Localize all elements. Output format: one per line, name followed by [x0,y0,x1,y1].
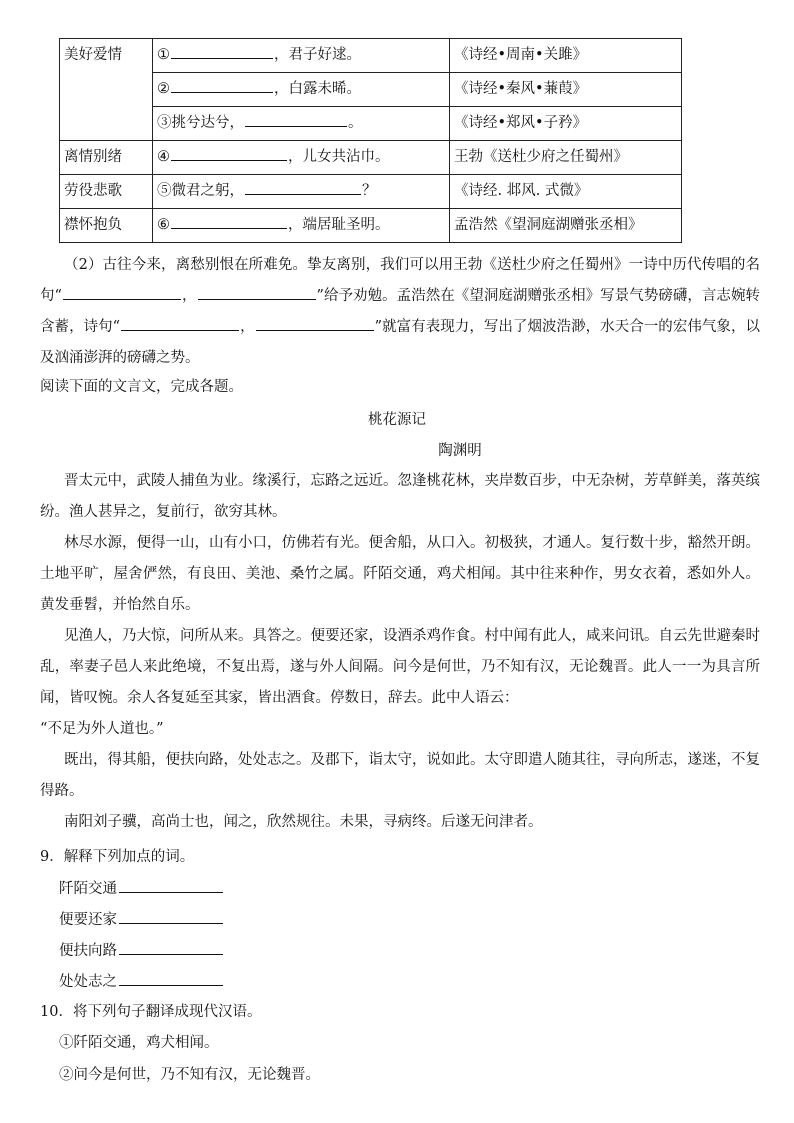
question-9-stem: 9．解释下列加点的词。 [40,849,195,865]
passage-paragraph: 见渔人，乃大惊，问所从来。具答之。便要还家，设酒杀鸡作食。村中闻有此人，咸来问讯。自云先世避秦时乱，率妻子邑人来此绝境，不复出焉，遂与外人间隔。问今是何世，乃不知有汉，无论魏晋。此人一一为具言所闻，皆叹惋。余人各复延至其家，皆出酒食。停数日，辞去。此中人语云： [40,628,760,706]
answer-blank[interactable] [119,971,223,986]
q9-item: 阡陌交通 [59,878,223,899]
table-row [60,39,682,73]
verse-suffix: ，儿女共沾巾。 [288,149,390,165]
verse-suffix: ，端居耻圣明。 [288,217,390,233]
item-number: ④ [157,149,170,165]
table-row [60,175,682,209]
theme-cell: 离情别绪 [60,141,153,175]
verse-cell [153,73,450,107]
answer-blank[interactable] [171,146,287,161]
question-2-paragraph: （2）古往今来，离愁别恨在所难免。挚友离别，我们可以用王勃《送杜少府之任蜀州》一诗中历代传唱的名句“ ， ”给予劝勉。孟浩然在《望洞庭湖赠张丞相》写景气势磅礴，言志婉转含蓄，诗句“ ， ”就富有表现力，写出了烟波浩渺，水天合一的宏伟气象，以及汹涌澎湃的磅礴之势。 [40,257,760,366]
source-cell: 孟浩然《望洞庭湖赠张丞相》 [450,209,682,243]
table-row [60,209,682,243]
verse-cell [153,209,450,243]
passage-paragraph: 既出，得其船，便扶向路，处处志之。及郡下，诣太守，说如此。太守即遣人随其往，寻向所志，遂迷，不复得路。 [40,752,760,799]
passage-paragraph: 南阳刘子骥，高尚士也，闻之，欣然规往。未果，寻病终。后遂无问津者。 [64,814,543,830]
verse-cell [153,141,450,175]
passage-paragraph: 晋太元中，武陵人捕鱼为业。缘溪行，忘路之远近。忽逢桃花林，夹岸数百步，中无杂树，芳草鲜美，落英缤纷。渔人甚异之，复前行，欲穷其林。 [40,473,760,520]
q9-item: 便要还家 [59,909,223,930]
source-cell: 《诗经•秦风•蒹葭》 [450,73,682,107]
passage-paragraph: 林尽水源，便得一山，山有小口，仿佛若有光。便舍船，从口入。初极狭，才通人。复行数十步，豁然开朗。土地平旷，屋舍俨然，有良田、美池、桑竹之属。阡陌交通，鸡犬相闻。其中往来种作，男女衣着，悉如外人。黄发垂髫，并怡然自乐。 [40,535,760,613]
answer-blank[interactable] [198,285,316,300]
answer-blank[interactable] [171,78,273,93]
answer-blank[interactable] [121,316,239,331]
verse-cell [153,39,450,73]
q9-item: 处处志之 [59,971,223,992]
reading-instruction: 阅读下面的文言文，完成各题。 [40,379,243,395]
verse-prefix: 微君之躬， [171,183,244,199]
source-cell: 《诗经. 邶风. 式微》 [450,175,682,209]
q10-item: ②问今是何世，乃不知有汉，无论魏晋。 [59,1067,320,1083]
verse-cell [153,175,450,209]
verse-suffix: 。 [348,115,363,131]
theme-cell: 襟怀抱负 [60,209,153,243]
answer-blank[interactable] [256,316,374,331]
answer-blank[interactable] [171,214,287,229]
text-author: 陶渊明 [438,443,482,459]
passage-paragraph: “不足为外人道也。” [40,721,164,737]
answer-blank[interactable] [119,878,223,893]
table-row [60,141,682,175]
verse-suffix: ，白露未晞。 [274,81,361,97]
theme-cell: 劳役悲歌 [60,175,153,209]
q9-item: 便扶向路 [59,940,223,961]
verse-suffix: ？ [362,183,377,199]
answer-blank[interactable] [63,285,181,300]
answer-blank[interactable] [171,44,273,59]
theme-cell: 美好爱情 [60,39,153,141]
verse-prefix: 挑兮达兮， [171,115,244,131]
question-10-stem: 10．将下列句子翻译成现代汉语。 [40,1004,262,1020]
source-cell: 《诗经•郑风•子矜》 [450,107,682,141]
verse-suffix: ，君子好逑。 [274,47,361,63]
poem-fill-table [59,38,682,243]
item-number: ⑥ [157,217,170,233]
answer-blank[interactable] [119,940,223,955]
text-title: 桃花源记 [368,412,426,428]
source-cell: 《诗经•周南•关雎》 [450,39,682,73]
item-number: ② [157,81,170,97]
q10-item: ①阡陌交通，鸡犬相闻。 [59,1035,219,1051]
source-cell: 王勃《送杜少府之任蜀州》 [450,141,682,175]
answer-blank[interactable] [245,180,361,195]
verse-cell [153,107,450,141]
item-number: ⑤ [157,183,172,199]
answer-blank[interactable] [119,909,223,924]
item-number: ③ [157,115,172,131]
item-number: ① [157,47,170,63]
table-row [60,73,682,107]
answer-blank[interactable] [245,112,347,127]
table-row [60,107,682,141]
